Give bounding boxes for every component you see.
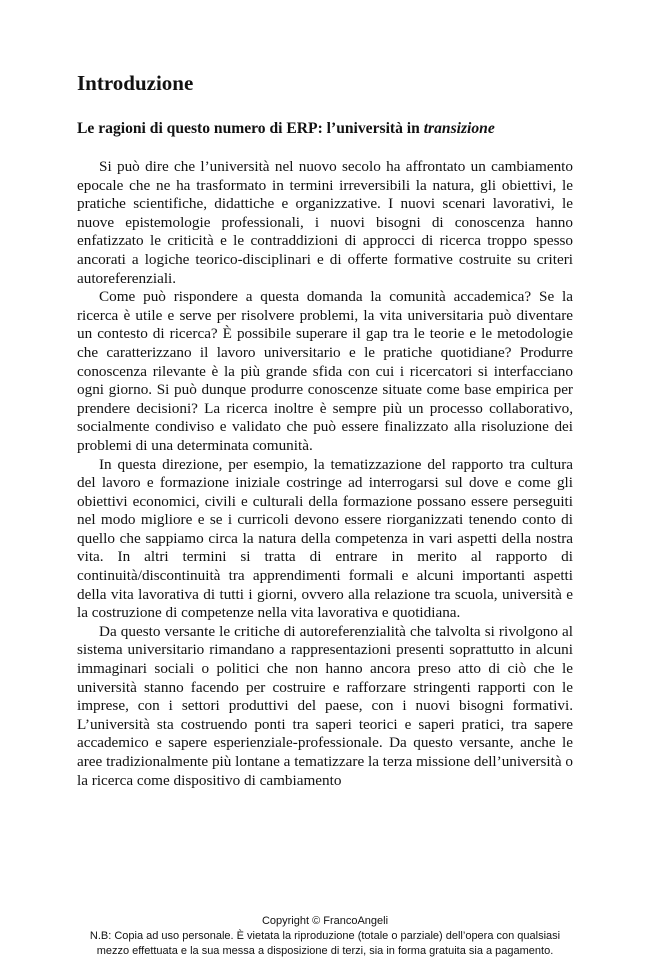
copy-notice-line-1: N.B: Copia ad uso personale. È vietata la riproduzione (totale o parziale) dell’opera con qualsiasi (89, 930, 561, 942)
document-page (77, 0, 573, 965)
section-title-text: Le ragioni di questo numero di ERP: l’università in (77, 120, 424, 137)
page-footer (0, 914, 650, 959)
chapter-title: Introduzione (77, 71, 194, 95)
paragraph-4: Da questo versante le critiche di autoreferenzialità che talvolta si rivolgono al sistema universitario rimandano a rappresentazioni presenti soprattutto in alcuni immaginari sociali o politici che non hanno ancora preso atto di ciò che le università stanno facendo per costruire e rafforzare stringenti rapporti con le imprese, con i settori produttivi del paese, con i nuovi bisogni formativi. L’università sta costruendo ponti tra saperi teorici e saperi pratici, tra sapere accademico e sapere esperienziale-professionale. Da questo versante, anche le aree tradizionalmente più lontane a tematizzare la terza missione dell’università o la ricerca come dispositivo di cambiamento (77, 622, 573, 789)
body-text (77, 158, 573, 790)
copyright-line: Copyright © FrancoAngeli (261, 915, 389, 927)
paragraph-1: Si può dire che l’università nel nuovo secolo ha affrontato un cambiamento epocale che ne ha trasformato in termini irreversibili la natura, gli obiettivi, le pratiche scientifiche, didattiche e organizzative. I nuovi scenari lavorativi, le nuove epistemologie professionali, i nuovi bisogni di conoscenza hanno enfatizzato le criticità e le contraddizioni di approcci di ricerca troppo spesso ancorati a logiche teorico-disciplinari e di offerte formative costruite su criteri autoreferenziali. (77, 158, 573, 287)
section-title-emphasis: transizione (423, 120, 495, 137)
section-title (77, 118, 573, 140)
paragraph-3: In questa direzione, per esempio, la tematizzazione del rapporto tra cultura del lavoro e formazione iniziale costringe ad interrogarsi sul dove e come gli obiettivi economici, civili e culturali della formazione possano essere perseguiti nel modo migliore e se i curricoli devono essere riorganizzati tenendo conto di quello che sappiamo circa la natura della competenza in vari aspetti della nostra vita. In altri termini si tratta di entrare in merito al rapporto di continuità/discontinuità tra apprendimenti formali e alcuni importanti aspetti della vita lavorativa di tutti i giorni, ovvero alla relazione tra scuola, università e la costruzione di competenze nella vita lavorativa e quotidiana. (77, 455, 573, 622)
copy-notice-line-2: mezzo effettuata e la sua messa a disposizione di terzi, sia in forma gratuita sia a pagamento. (96, 945, 554, 957)
paragraph-2: Come può rispondere a questa domanda la comunità accademica? Se la ricerca è utile e serve per risolvere problemi, la vita universitaria può diventare un contesto di ricerca? È possibile superare il gap tra le teorie e le metodologie che caratterizzano il lavoro universitario e le pratiche quotidiane? Produrre conoscenza rilevante è la più grande sfida con cui i ricercatori si interfacciano ogni giorno. Si può dunque produrre conoscenze situate come base empirica per prendere decisioni? La ricerca inoltre è sempre più un processo collaborativo, socialmente condiviso e validato che può essere finalizzato alla risoluzione dei problemi di una determinata comunità. (77, 288, 573, 454)
